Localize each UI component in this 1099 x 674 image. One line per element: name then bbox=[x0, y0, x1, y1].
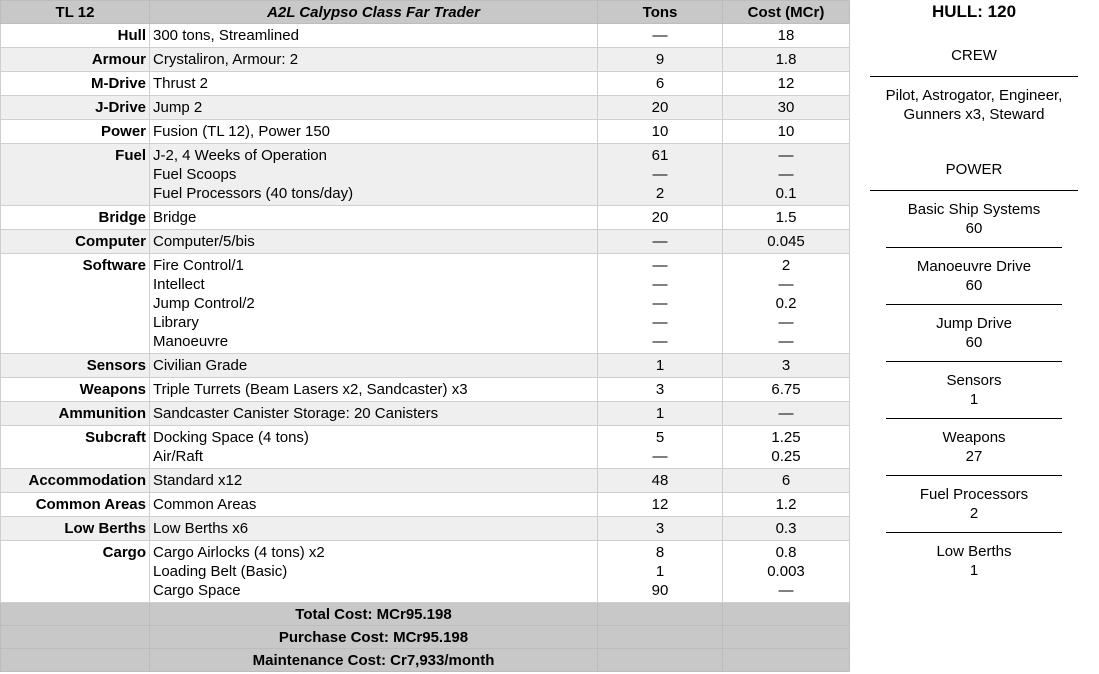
component-description-cell bbox=[150, 96, 598, 120]
component-row bbox=[1, 120, 850, 144]
component-tons: — bbox=[652, 257, 668, 274]
power-item-name: Low Berths bbox=[936, 543, 1012, 560]
component-tons-cell bbox=[598, 96, 723, 120]
component-row bbox=[1, 48, 850, 72]
component-cost: 6.75 bbox=[771, 381, 801, 398]
component-cost-cell bbox=[723, 254, 850, 354]
component-description: Fuel Processors (40 tons/day) bbox=[153, 185, 354, 202]
total-cost-row bbox=[1, 603, 850, 626]
component-tons: — bbox=[652, 233, 668, 250]
crew-line: Pilot, Astrogator, Engineer, bbox=[885, 87, 1063, 104]
component-description: Fusion (TL 12), Power 150 bbox=[153, 123, 331, 140]
component-description: J-2, 4 Weeks of Operation bbox=[153, 147, 327, 164]
component-cost: 3 bbox=[781, 357, 791, 374]
component-tons: 48 bbox=[651, 472, 669, 489]
component-tons: 5 bbox=[655, 429, 665, 446]
component-description: Manoeuvre bbox=[153, 333, 229, 350]
component-description: Civilian Grade bbox=[153, 357, 248, 374]
hull-points: HULL: 120 bbox=[931, 2, 1017, 21]
component-cost-cell bbox=[723, 426, 850, 469]
component-tons-cell bbox=[598, 469, 723, 493]
power-item-name: Weapons bbox=[942, 429, 1006, 446]
power-item-value: 1 bbox=[969, 391, 979, 408]
component-description: Intellect bbox=[153, 276, 205, 293]
component-row bbox=[1, 402, 850, 426]
component-row bbox=[1, 96, 850, 120]
power-item-value: 1 bbox=[969, 562, 979, 579]
component-cost-cell bbox=[723, 469, 850, 493]
component-tons-cell bbox=[598, 517, 723, 541]
power-item-value: 60 bbox=[965, 277, 983, 294]
component-label: Low Berths bbox=[1, 517, 150, 541]
component-cost: 0.045 bbox=[767, 233, 805, 250]
component-tons: — bbox=[652, 27, 668, 44]
component-description-cell bbox=[150, 72, 598, 96]
component-row bbox=[1, 541, 850, 603]
component-tons: 12 bbox=[651, 496, 669, 513]
component-row bbox=[1, 378, 850, 402]
tons-header: Tons bbox=[598, 1, 723, 24]
component-tons-cell bbox=[598, 230, 723, 254]
component-cost: 1.5 bbox=[775, 209, 797, 226]
maintenance-cost-row bbox=[1, 649, 850, 672]
component-cost: 0.3 bbox=[775, 520, 797, 537]
component-cost: — bbox=[778, 166, 794, 183]
component-description: Common Areas bbox=[153, 496, 257, 513]
component-cost: 0.8 bbox=[775, 544, 797, 561]
component-description: Fuel Scoops bbox=[153, 166, 237, 183]
component-cost: 1.25 bbox=[771, 429, 801, 446]
component-description: Cargo Airlocks (4 tons) x2 bbox=[153, 544, 325, 561]
summary-panel bbox=[849, 0, 1099, 580]
component-description-cell bbox=[150, 144, 598, 206]
component-cost: 12 bbox=[777, 75, 795, 92]
power-item-value: 60 bbox=[965, 220, 983, 237]
component-cost-cell bbox=[723, 72, 850, 96]
component-tons: 3 bbox=[655, 381, 665, 398]
component-description: Jump 2 bbox=[153, 99, 203, 116]
component-description-cell bbox=[150, 426, 598, 469]
power-item bbox=[849, 362, 1099, 409]
component-tons-cell bbox=[598, 254, 723, 354]
power-item bbox=[849, 476, 1099, 523]
component-tons-cell bbox=[598, 402, 723, 426]
component-tons: 9 bbox=[655, 51, 665, 68]
component-cost-cell bbox=[723, 24, 850, 48]
component-description-cell bbox=[150, 206, 598, 230]
power-item-name: Fuel Processors bbox=[919, 486, 1029, 503]
component-cost: — bbox=[778, 405, 794, 422]
purchase-cost: Purchase Cost: MCr95.198 bbox=[150, 626, 598, 649]
component-row bbox=[1, 517, 850, 541]
component-tons: 90 bbox=[651, 582, 669, 599]
component-cost-cell bbox=[723, 96, 850, 120]
power-item bbox=[849, 305, 1099, 352]
component-label: Bridge bbox=[1, 206, 150, 230]
component-cost-cell bbox=[723, 206, 850, 230]
component-tons: 1 bbox=[655, 563, 665, 580]
component-row bbox=[1, 72, 850, 96]
component-description: Thrust 2 bbox=[153, 75, 209, 92]
component-cost-cell bbox=[723, 493, 850, 517]
component-cost-cell bbox=[723, 378, 850, 402]
component-cost-cell bbox=[723, 402, 850, 426]
component-description: Bridge bbox=[153, 209, 197, 226]
component-description: Library bbox=[153, 314, 199, 331]
power-item-name: Sensors bbox=[946, 372, 1002, 389]
component-tons: 2 bbox=[655, 185, 665, 202]
component-label: Armour bbox=[1, 48, 150, 72]
component-description-cell bbox=[150, 517, 598, 541]
component-cost: 0.1 bbox=[775, 185, 797, 202]
crew-divider bbox=[870, 76, 1078, 77]
component-cost-cell bbox=[723, 541, 850, 603]
component-label: Hull bbox=[1, 24, 150, 48]
component-row bbox=[1, 426, 850, 469]
component-description-cell bbox=[150, 24, 598, 48]
component-tons: — bbox=[652, 333, 668, 350]
component-description: Triple Turrets (Beam Lasers x2, Sandcaster) x3 bbox=[153, 381, 468, 398]
component-description-cell bbox=[150, 230, 598, 254]
component-tons: — bbox=[652, 166, 668, 183]
power-item-value: 27 bbox=[965, 448, 983, 465]
component-description-cell bbox=[150, 493, 598, 517]
component-row bbox=[1, 144, 850, 206]
component-label: Accommodation bbox=[1, 469, 150, 493]
component-label: Fuel bbox=[1, 144, 150, 206]
component-description: Cargo Space bbox=[153, 582, 241, 599]
component-label: Software bbox=[1, 254, 150, 354]
component-description: Computer/5/bis bbox=[153, 233, 255, 250]
power-item-value: 60 bbox=[965, 334, 983, 351]
component-row bbox=[1, 354, 850, 378]
component-cost: 1.2 bbox=[775, 496, 797, 513]
crew-line: Gunners x3, Steward bbox=[903, 106, 1045, 123]
component-row bbox=[1, 206, 850, 230]
power-item-value: 2 bbox=[969, 505, 979, 522]
crew-heading: CREW bbox=[951, 47, 997, 64]
cost-header: Cost (MCr) bbox=[723, 1, 850, 24]
component-row bbox=[1, 230, 850, 254]
component-description: Loading Belt (Basic) bbox=[153, 563, 288, 580]
power-heading: POWER bbox=[945, 161, 1003, 178]
purchase-cost-row bbox=[1, 626, 850, 649]
component-tons: 1 bbox=[655, 357, 665, 374]
power-item-name: Manoeuvre Drive bbox=[916, 258, 1032, 275]
component-tons: 6 bbox=[655, 75, 665, 92]
component-description-cell bbox=[150, 354, 598, 378]
component-label: J-Drive bbox=[1, 96, 150, 120]
power-item-name: Basic Ship Systems bbox=[907, 201, 1041, 218]
component-description-cell bbox=[150, 378, 598, 402]
component-description-cell bbox=[150, 48, 598, 72]
component-row bbox=[1, 24, 850, 48]
component-description: 300 tons, Streamlined bbox=[153, 27, 299, 44]
component-description: Low Berths x6 bbox=[153, 520, 249, 537]
component-label: Weapons bbox=[1, 378, 150, 402]
component-cost: 10 bbox=[777, 123, 795, 140]
component-description-cell bbox=[150, 541, 598, 603]
component-description-cell bbox=[150, 469, 598, 493]
component-cost-cell bbox=[723, 144, 850, 206]
component-tons: — bbox=[652, 295, 668, 312]
component-cost: 0.003 bbox=[767, 563, 805, 580]
component-label: M-Drive bbox=[1, 72, 150, 96]
component-cost-cell bbox=[723, 48, 850, 72]
component-tons: 61 bbox=[651, 147, 669, 164]
component-description-cell bbox=[150, 254, 598, 354]
component-label: Sensors bbox=[1, 354, 150, 378]
component-description: Sandcaster Canister Storage: 20 Canisters bbox=[153, 405, 439, 422]
component-description: Fire Control/1 bbox=[153, 257, 244, 274]
power-item-name: Jump Drive bbox=[936, 315, 1012, 332]
component-cost-cell bbox=[723, 120, 850, 144]
component-description: Docking Space (4 tons) bbox=[153, 429, 309, 446]
component-label: Power bbox=[1, 120, 150, 144]
component-cost: 0.2 bbox=[775, 295, 797, 312]
maintenance-cost: Maintenance Cost: Cr7,933/month bbox=[150, 649, 598, 672]
component-cost: — bbox=[778, 147, 794, 164]
ship-title: A2L Calypso Class Far Trader bbox=[150, 1, 598, 24]
component-cost: — bbox=[778, 314, 794, 331]
component-cost: 18 bbox=[777, 27, 795, 44]
tech-level-header: TL 12 bbox=[1, 1, 150, 24]
component-row bbox=[1, 493, 850, 517]
component-label: Computer bbox=[1, 230, 150, 254]
component-tons: 1 bbox=[655, 405, 665, 422]
component-tons: — bbox=[652, 314, 668, 331]
total-cost: Total Cost: MCr95.198 bbox=[150, 603, 598, 626]
component-cost: 6 bbox=[781, 472, 791, 489]
component-cost-cell bbox=[723, 354, 850, 378]
component-cost: — bbox=[778, 582, 794, 599]
component-cost-cell bbox=[723, 517, 850, 541]
power-item bbox=[849, 533, 1099, 580]
component-tons-cell bbox=[598, 24, 723, 48]
component-description: Standard x12 bbox=[153, 472, 243, 489]
component-cost: 2 bbox=[781, 257, 791, 274]
component-description: Air/Raft bbox=[153, 448, 204, 465]
crew-list bbox=[849, 86, 1099, 124]
component-tons-cell bbox=[598, 72, 723, 96]
component-tons: 20 bbox=[651, 99, 669, 116]
component-tons: 8 bbox=[655, 544, 665, 561]
component-label: Common Areas bbox=[1, 493, 150, 517]
component-tons-cell bbox=[598, 206, 723, 230]
power-list bbox=[849, 191, 1099, 580]
component-description-cell bbox=[150, 402, 598, 426]
component-label: Subcraft bbox=[1, 426, 150, 469]
component-tons-cell bbox=[598, 426, 723, 469]
component-tons-cell bbox=[598, 541, 723, 603]
component-tons-cell bbox=[598, 354, 723, 378]
component-tons-cell bbox=[598, 120, 723, 144]
component-tons-cell bbox=[598, 48, 723, 72]
component-label: Ammunition bbox=[1, 402, 150, 426]
component-cost: 0.25 bbox=[771, 448, 801, 465]
component-tons: — bbox=[652, 448, 668, 465]
component-tons: 3 bbox=[655, 520, 665, 537]
component-tons: 10 bbox=[651, 123, 669, 140]
component-cost-cell bbox=[723, 230, 850, 254]
component-cost: — bbox=[778, 333, 794, 350]
component-cost: 30 bbox=[777, 99, 795, 116]
power-item bbox=[849, 419, 1099, 466]
component-tons-cell bbox=[598, 493, 723, 517]
component-description: Crystaliron, Armour: 2 bbox=[153, 51, 299, 68]
component-cost: — bbox=[778, 276, 794, 293]
component-cost: 1.8 bbox=[775, 51, 797, 68]
component-tons: — bbox=[652, 276, 668, 293]
power-item bbox=[849, 248, 1099, 295]
component-label: Cargo bbox=[1, 541, 150, 603]
component-row bbox=[1, 469, 850, 493]
component-description-cell bbox=[150, 120, 598, 144]
header-row bbox=[1, 1, 850, 24]
component-row bbox=[1, 254, 850, 354]
component-tons-cell bbox=[598, 144, 723, 206]
power-item bbox=[849, 191, 1099, 238]
component-tons-cell bbox=[598, 378, 723, 402]
component-tons: 20 bbox=[651, 209, 669, 226]
component-description: Jump Control/2 bbox=[153, 295, 255, 312]
